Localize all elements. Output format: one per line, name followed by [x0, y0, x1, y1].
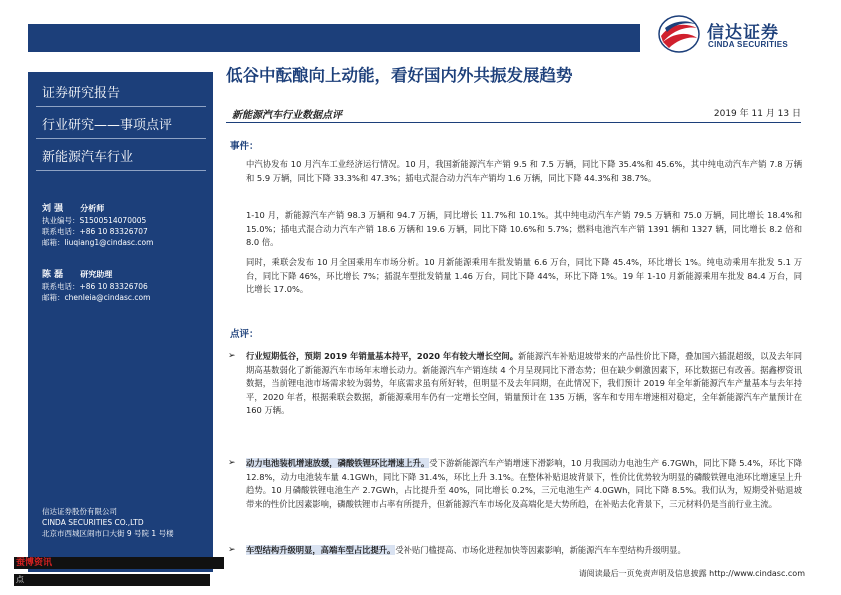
cinda-logo	[655, 14, 825, 54]
footer-disclaimer: 请阅读最后一页免责声明及信息披露 http://www.cindasc.com	[578, 569, 805, 578]
sidebar-divider	[36, 106, 206, 107]
comment-bullet-lead: 行业短期低谷，预期 2019 年销量基本持平，2020 年有较大增长空间。	[246, 351, 519, 361]
logo-english-text: CINDA SECURITIES	[708, 40, 789, 49]
company-info	[42, 506, 174, 539]
sidebar-divider	[36, 170, 206, 171]
watermark-tail-text: 者	[224, 558, 232, 567]
watermark-strip	[14, 574, 210, 586]
watermark-text: 点	[16, 575, 24, 584]
event-paragraph: 同时，乘联会发布 10 月全国乘用车市场分析。10 月新能源乘用车批发销量 6.6 万台，同比下降 45.4%，环比增长 1%。纯电动乘用车批发 5.1 万台，同比下降 46%，环比增长 7%；插混车型批发销量 1.46 万台，同比下降 44%，环比下降 1%。19 年 1-10 月新能源乘用车批发 84.4 万台，同比增长 17.0%。	[246, 257, 802, 294]
comment-bullet-body: 受下游新能源汽车产销增速下滑影响，10 月我国动力电池生产 6.7GWh，同比下降 5.4%，环比下降 12.8%，动力电池装车量 4.1GWh，同比下降 31.4%，环比上升 3.1%。在整体补贴退坡背景下，性价比优势较为明显的磷酸铁锂电池环比增速呈上升趋势。10 月磷酸铁锂电池生产 2.7GWh，占比提升至 40%，同比增长 0.2%，三元电池生产 4.0GWh，同比下降 8.5%。我们认为，短期受补贴退坡带来的性价比因素影响，磷酸铁锂市占率有所提升，但新能源汽车市场化及高端化是大势所趋，在补贴去化背景下，三元材料仍是当前行业主流。	[246, 458, 802, 509]
sidebar-category-research-type: 行业研究——事项点评	[42, 118, 173, 133]
sidebar-divider	[36, 138, 206, 139]
header-bar	[28, 24, 640, 52]
bullet-arrow-icon: ➢	[228, 545, 236, 555]
author-analyst	[42, 196, 153, 248]
author-license: 执业编号：S1500514070005	[42, 216, 147, 225]
sidebar	[28, 72, 213, 572]
company-name-en: CINDA SECURITIES CO.,LTD	[42, 518, 144, 527]
author-email[interactable]: 邮箱：liuqiang1@cindasc.com	[42, 238, 154, 247]
watermark-text: 蚕博资讯	[16, 558, 53, 568]
author-assistant	[42, 262, 150, 303]
cinda-globe-icon	[655, 14, 703, 54]
watermark-strip	[14, 557, 232, 569]
events-label: 事件：	[230, 141, 259, 152]
comment-bullet	[246, 544, 802, 558]
event-paragraph: 中汽协发布 10 月汽车工业经济运行情况。10 月，我国新能源汽车产销 9.5 和 7.5 万辆，同比下降 35.4%和 45.6%，其中纯电动汽车产销 7.8 万辆和 5.9 万辆，同比下降 33.3%和 47.3%；插电式混合动力汽车产销均 1.6 万辆，同比下降 44.3%和 38.7%。	[246, 159, 802, 183]
logo-chinese-text: 信达证券	[707, 23, 779, 43]
company-name-cn: 信达证券股份有限公司	[42, 507, 117, 516]
bullet-arrow-icon: ➢	[228, 351, 236, 361]
author-role: 研究助理	[80, 270, 113, 279]
author-phone: 联系电话：+86 10 83326706	[42, 282, 148, 291]
report-subtitle: 新能源汽车行业数据点评	[232, 110, 342, 121]
report-title: 低谷中酝酿向上动能，看好国内外共振发展趋势	[226, 66, 573, 85]
company-address: 北京市西城区闹市口大街 9 号院 1 号楼	[42, 529, 174, 538]
comment-bullet-lead: 动力电池装机增速放缓，磷酸铁锂环比增速上升。	[246, 458, 430, 468]
event-paragraph: 1-10 月，新能源汽车产销 98.3 万辆和 94.7 万辆，同比增长 11.7%和 10.1%。其中纯电动汽车产销 79.5 万辆和 75.0 万辆，同比增长 18.4%和 15.0%；插电式混合动力汽车产销 18.6 万辆和 19.6 万辆，同比下降 10.6%和 5.7%；燃料电池汽车产销 1391 辆和 1327 辆，同比增长 8.2 倍和 8.0 倍。	[246, 210, 802, 247]
comment-bullet	[246, 350, 802, 418]
author-name: 陈 磊	[42, 270, 64, 280]
comment-bullet-body: 新能源汽车补贴退坡带来的产品性价比下降，叠加国六插混超级，以及去年同期高基数弱化了新能源汽车市场年末增长动力。新能源汽车产销连续 4 个月呈现同比下滑态势；但在缺少刺激因素下，环比数据已有改善。据鑫椤资讯数据，当前锂电池市场需求较为弱势，年底需求虽有所好转，但明显不及去年同期，在此情况下，我们预计 2019 年全年新能源汽车产量基本与去年持平，2020 年者，根据乘联会数据，新能源乘用车仍有一定增长空间，销量预计在 135 万辆，客车和专用车增速相对稳定，全年新能源汽车产量预计在 160 万辆。	[246, 351, 802, 415]
sidebar-category-report-type: 证券研究报告	[42, 86, 121, 101]
comment-bullet	[246, 457, 802, 511]
comment-bullet-body: 受补贴门槛提高、市场化进程加快等因素影响，新能源汽车车型结构升级明显。	[395, 545, 686, 555]
sidebar-category-industry: 新能源汽车行业	[42, 150, 134, 165]
bullet-arrow-icon: ➢	[228, 458, 236, 468]
author-email[interactable]: 邮箱：chenleia@cindasc.com	[42, 293, 151, 302]
author-name: 刘 强	[42, 204, 64, 214]
author-role: 分析师	[80, 204, 105, 213]
title-divider	[226, 122, 801, 123]
report-date: 2019 年 11 月 13 日	[713, 109, 801, 119]
author-phone: 联系电话：+86 10 83326707	[42, 227, 148, 236]
comment-bullet-lead: 车型结构升级明显，高端车型占比提升。	[246, 545, 396, 555]
comments-label: 点评：	[230, 329, 259, 340]
